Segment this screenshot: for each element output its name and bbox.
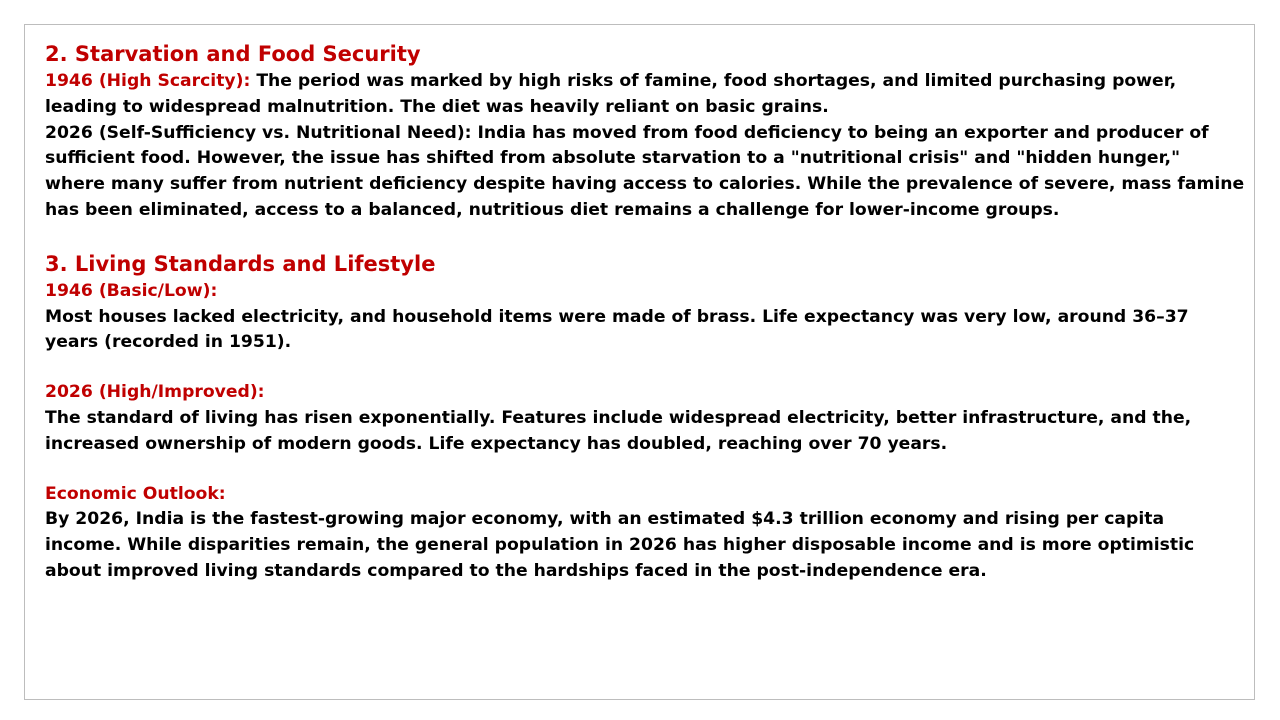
label-1946-basic-low: 1946 (Basic/Low): [45,280,218,301]
section-2-paragraph-2026: 2026 (Self-Sufficiency vs. Nutritional Need): India has moved from food deficiency to being an exporter and producer of sufficient food. However, the issue has shifted from absolute starvation to a "nutritional crisis" and "hidden hunger," where many suffer from nutrient deficiency despite having access to calories. While the prevalence of severe, mass famine has been eliminated, access to a balanced, nutritious diet remains a challenge for lower-income groups. [45,122,1245,220]
slide [24,24,1255,700]
label-1946-high-scarcity: 1946 (High Scarcity): [45,71,251,91]
section-2-heading: 2. Starvation and Food Security [45,42,421,66]
section-3-heading: 3. Living Standards and Lifestyle [45,251,436,276]
section-2-paragraph-1946 [45,69,1245,121]
slide-content [45,39,1245,585]
text-1946-basic-low: Most houses lacked electricity, and household items were made of brass. Life expectancy was very low, around 36–37 years (recorded in 1951). [45,306,1189,353]
text-1946-high-scarcity: The period was marked by high risks of famine, food shortages, and limited purchasing power, leading to widespread malnutrition. The diet was heavily reliant on basic grains. [45,71,1177,117]
label-economic-outlook: Economic Outlook: [45,483,226,504]
text-economic-outlook: By 2026, India is the fastest-growing major economy, with an estimated $4.3 trillion economy and rising per capita income. While disparities remain, the general population in 2026 has higher disposable income and is more optimistic about improved living standards compared to the hardships faced in the post-independence era. [45,509,1195,581]
label-2026-high-improved: 2026 (High/Improved): [45,382,265,403]
text-2026-high-improved: The standard of living has risen exponentially. Features include widespread electricity, better infrastructure, and the, increased ownership of modern goods. Life expectancy has doubled, reaching over 70 years. [45,407,1192,454]
